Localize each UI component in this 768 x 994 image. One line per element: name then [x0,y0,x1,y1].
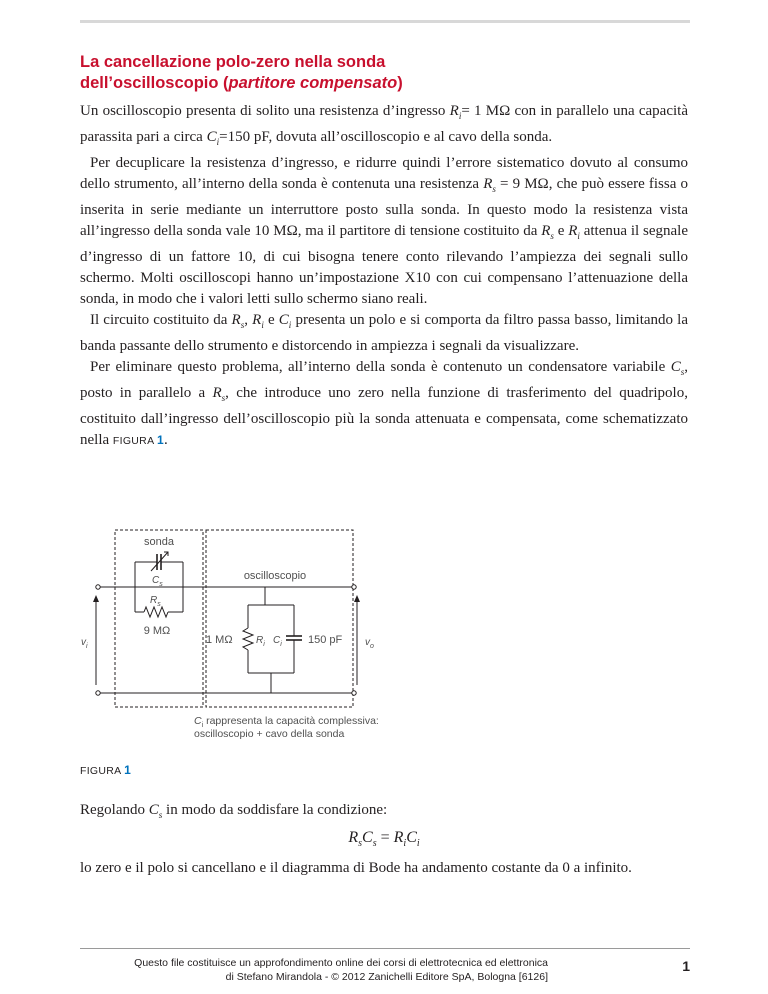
rs-resistor [144,607,168,617]
paragraph-3: Il circuito costituito da $R_s$, $R_i$ e $C_i$ presenta un polo e si comporta da filtro passa basso, limitando la banda passante dello strumento e distorcendo in ampiezza i segnali da visualizzare. [80,312,689,354]
figure-note-line-1: $C_i$ rappresenta la capacità complessiva: [194,715,379,729]
circuit-figure [80,525,380,745]
body-text [80,101,688,452]
condition-intro: Regolando $C_s$ in modo da soddisfare la condizione: [80,802,388,820]
paragraph-4: Per eliminare questo problema, all’interno della sonda è contenuto un condensatore variabile $C_s$, posto in parallelo a $R_s$, che introduce uno zero nella funzione di trasferimento del quadripolo, costituito dall’ingresso dell’oscilloscopio più la sonda attenuata e compensata, come schematizzato nella FIGURA 1. [80,359,688,448]
input-terminal-bottom [96,691,100,695]
paragraph-1: Un oscilloscopio presenta di solito una resistenza d’ingresso $R_i= 1$ MΩ con in parallelo una capacità parassita pari a circa $C_i=150$ pF, dovuta all’oscilloscopio e al cavo della sonda. [80,103,688,147]
output-terminal-top [352,585,356,589]
title-line-2: dell’oscilloscopio ( [80,74,229,92]
page-number: 1 [682,958,690,974]
top-rule [80,20,690,23]
footer-credit: Questo file costituisce un approfondimento online dei corsi di elettrotecnica ed elettronica di Stefano Mirandola - © 2012 Zanichelli Editore SpA, Bologna [6126] [134,957,548,983]
condition-conclusion: lo zero e il polo si cancellano e il diagramma di Bode ha andamento costante da 0 a infinito. [80,860,632,876]
circuit-diagram [80,525,380,745]
rs-label: $R_s$ [150,595,161,608]
title-close: ) [397,74,403,92]
ci-label: $C_i$ [273,635,282,648]
title-emphasis: partitore compensato [228,74,398,92]
ri-resistor [243,628,253,650]
title-line-1: La cancellazione polo-zero nella sonda [80,53,386,71]
oscilloscope-box [206,530,353,707]
figure-note-line-2: oscilloscopio + cavo della sonda [194,728,345,740]
vo-label: $v_o$ [365,637,374,650]
ri-label: $R_i$ [256,635,265,648]
figure-caption: FIGURA 1 [80,763,132,777]
probe-label: sonda [144,536,174,548]
ci-value: 150 pF [308,634,343,646]
section-title [80,52,680,94]
r-in-value: 1 MΩ [206,634,233,646]
paragraph-2: Per decuplicare la resistenza d’ingresso, e ridurre quindi l’errore sistematico dovuto al consumo dello strumento, all’interno della sonda è contenuta una resistenza $R_s = 9$ MΩ, che può essere fissa o inserita in serie mediante un interruttore posto sulla sonda. In questo modo la resistenza vista all’ingresso della sonda vale 10 MΩ, ma il partitore di tensione costituito da $R_s$ e $R_i$ attenua il segnale d’ingresso di un fattore 10, di cui bisogna tenere conto rilevando l’ampiezza dei segnali sullo schermo. Molti oscilloscopi hanno un’impostazione X10 con cui compensano l’attenuazione della sonda, in modo che i valori letti sullo schermo siano reali. [80,155,688,307]
rs-value: 9 MΩ [143,625,171,637]
cs-label: $C_s$ [152,575,163,588]
output-terminal-bottom [352,691,356,695]
footer-rule [80,948,690,949]
vi-label: $v_i$ [81,637,88,650]
figure-reference[interactable]: FIGURA 1 [112,433,164,447]
oscilloscope-label: oscilloscopio [243,570,307,582]
input-terminal-top [96,585,100,589]
probe-box [115,530,203,707]
condition-equation: $R_sC_s = R_iC_i$ [348,829,420,850]
